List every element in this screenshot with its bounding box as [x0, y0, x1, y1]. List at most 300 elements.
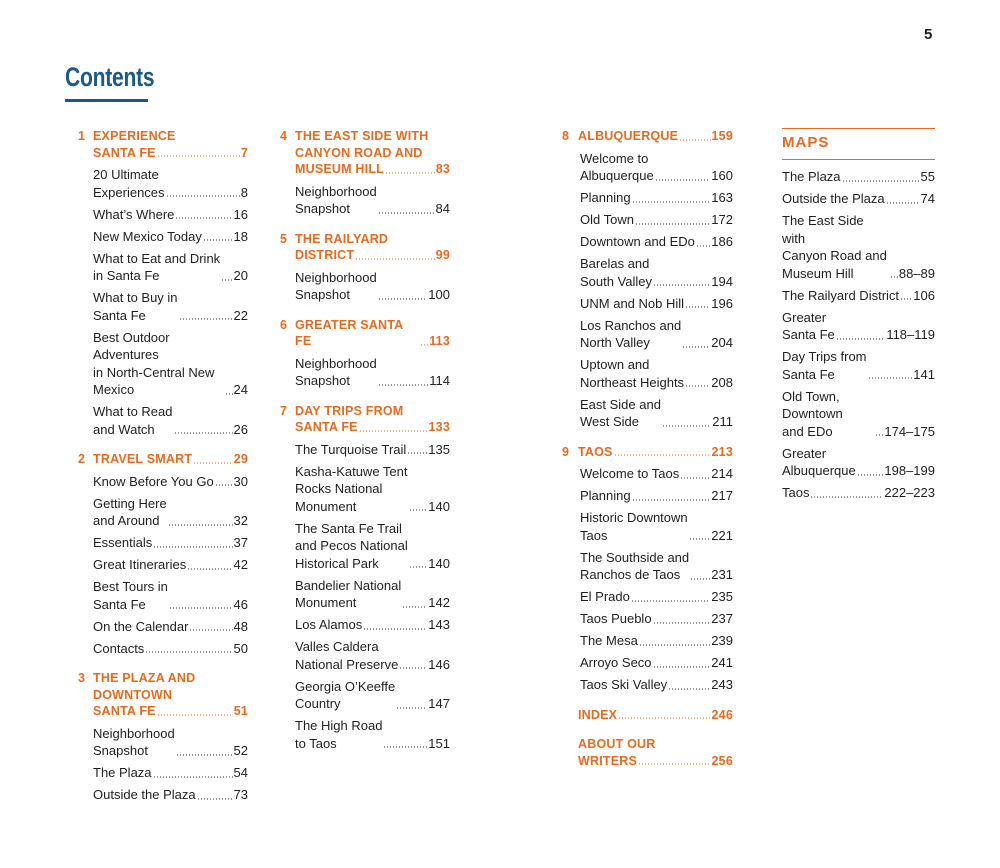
toc-entry[interactable] — [782, 445, 935, 480]
entry-title-line: Greater — [782, 309, 827, 325]
toc-entry[interactable] — [78, 473, 248, 491]
entry-page-number: 174–175 — [884, 423, 935, 439]
chapter-page-number: 51 — [233, 704, 248, 718]
entry-title-line: East Side and — [580, 396, 661, 412]
toc-section — [280, 128, 450, 218]
entry-title-line: Snapshot — [93, 743, 148, 758]
entry-title-line: Santa Fe — [93, 307, 146, 323]
entry-title-line: Georgia O’Keeffe — [295, 678, 396, 694]
entry-title-line: Bandelier National — [295, 577, 402, 593]
entry-title — [93, 473, 214, 491]
entry-page-number: 146 — [428, 656, 450, 672]
dot-leader — [396, 707, 427, 709]
dot-leader — [378, 384, 429, 386]
chapter-heading[interactable] — [280, 317, 450, 350]
toc-entry[interactable] — [782, 287, 935, 305]
entry-title-line: Day Trips from — [782, 349, 867, 364]
maps-list — [782, 168, 935, 502]
chapter-title — [578, 128, 733, 145]
entry-title — [782, 287, 899, 305]
dot-leader — [662, 425, 711, 427]
toc-column-2 — [280, 128, 450, 765]
entry-page-number: 106 — [913, 287, 935, 303]
entry-title — [93, 578, 168, 613]
entry-title-line: Arroyo Seco — [580, 655, 652, 670]
chapter-title-line: DAY TRIPS FROM — [295, 403, 404, 418]
entry-title-line: South Valley — [580, 273, 653, 289]
dot-leader — [157, 714, 233, 716]
entry-page-number: 140 — [428, 555, 450, 571]
entry-page-number: 221 — [711, 527, 733, 543]
toc-entry[interactable] — [782, 484, 935, 502]
dot-leader — [631, 600, 710, 602]
entry-title-line: Museum Hill — [782, 265, 854, 281]
dot-leader — [653, 666, 711, 668]
entry-title-line: Santa Fe — [782, 366, 835, 382]
entry-page-number: 208 — [711, 374, 733, 390]
entry-title-line: What’s Where — [93, 206, 175, 222]
entry-page-number: 42 — [233, 557, 248, 572]
entry-title — [782, 309, 835, 344]
entry-title-line: Ranchos de Taos — [580, 567, 681, 582]
dot-leader — [900, 298, 912, 300]
chapter-heading[interactable] — [280, 403, 450, 436]
toc-entry[interactable] — [78, 786, 248, 804]
entry-title — [580, 317, 681, 352]
toc-entry[interactable] — [78, 640, 248, 658]
dot-leader — [378, 298, 428, 300]
toc-entry[interactable] — [562, 211, 733, 229]
entry-page-number: 231 — [711, 567, 733, 582]
chapter-heading[interactable] — [562, 444, 733, 461]
entry-title-line: What to Eat and Drink — [93, 250, 221, 266]
chapter-title — [295, 403, 450, 436]
chapter-title-line: CANYON ROAD AND — [295, 145, 423, 160]
toc-entry[interactable] — [280, 638, 450, 673]
maps-heading: MAPS — [782, 134, 830, 151]
chapter-heading[interactable] — [78, 128, 248, 161]
entry-page-number: 37 — [233, 535, 248, 550]
toc-entry[interactable] — [562, 356, 733, 391]
dot-leader — [383, 746, 427, 748]
entry-title-line: Welcome to — [580, 150, 649, 166]
toc-entry[interactable] — [280, 269, 450, 304]
entry-title — [782, 388, 874, 441]
entry-title — [580, 632, 638, 650]
chapter-heading[interactable] — [578, 707, 733, 724]
entry-title-line: North Valley — [580, 335, 650, 350]
chapter-title-line: SANTA FE — [93, 145, 156, 160]
toc-entry[interactable] — [78, 618, 248, 636]
chapter-title-line: DISTRICT — [295, 248, 355, 262]
entry-title — [93, 166, 165, 201]
entry-title-line: Greater — [782, 445, 827, 461]
toc-entry[interactable] — [78, 228, 248, 246]
dot-leader — [203, 239, 233, 241]
toc-entry[interactable] — [562, 509, 733, 544]
dot-leader — [890, 276, 898, 278]
entry-page-number: 135 — [428, 441, 450, 457]
toc-section — [280, 403, 450, 753]
toc-entry[interactable] — [280, 678, 450, 713]
dot-leader — [685, 306, 710, 308]
toc-entry[interactable] — [280, 520, 450, 573]
entry-title-line: and Around — [93, 513, 160, 528]
chapter-title-last-line — [93, 145, 248, 162]
dot-leader — [145, 651, 232, 653]
dot-leader — [153, 776, 233, 778]
entry-title — [580, 211, 634, 229]
entry-title-line: Contacts — [93, 640, 145, 656]
toc-entry[interactable] — [78, 250, 248, 285]
dot-leader — [169, 607, 233, 609]
chapter-number: 9 — [562, 444, 570, 459]
entry-title-line: National Preserve — [295, 656, 399, 672]
entry-title-line: Taos — [580, 527, 608, 543]
dot-leader — [638, 763, 710, 765]
entry-title — [580, 654, 652, 672]
maps-rule-top — [782, 128, 935, 129]
entry-title-line: Taos — [782, 485, 810, 500]
entry-title — [93, 250, 220, 285]
toc-entry[interactable] — [562, 317, 733, 352]
chapter-title-line: EXPERIENCE — [93, 129, 176, 143]
chapter-title-last-line — [93, 703, 248, 720]
toc-entry[interactable] — [562, 189, 733, 207]
toc-entry[interactable] — [280, 577, 450, 612]
chapter-title-last-line — [93, 451, 248, 468]
entry-page-number: 204 — [711, 335, 733, 350]
entry-page-number: 26 — [233, 421, 248, 437]
toc-entry[interactable] — [782, 212, 935, 282]
toc-section — [78, 670, 248, 804]
entry-page-number: 73 — [233, 787, 248, 802]
maps-column — [782, 128, 935, 506]
dot-leader — [653, 284, 710, 286]
entry-title-line: Valles Caldera — [295, 639, 379, 654]
dot-leader — [875, 434, 883, 436]
entry-page-number: 239 — [711, 633, 733, 648]
entry-page-number: 243 — [711, 677, 733, 692]
entry-title-line: Outside the Plaza — [782, 191, 885, 206]
dot-leader — [682, 346, 710, 348]
entry-title — [782, 212, 889, 282]
entry-title-line: Downtown and EDo — [580, 234, 695, 249]
entry-title — [580, 465, 679, 483]
toc-section — [280, 231, 450, 304]
entry-title-line: Taos Pueblo — [580, 611, 652, 626]
entry-title-line: The Plaza — [782, 169, 841, 184]
dot-leader — [153, 546, 232, 548]
entry-title-line: The East Side with — [782, 213, 864, 246]
chapter-title — [578, 736, 733, 769]
entry-page-number: 48 — [233, 618, 248, 634]
toc-entry[interactable] — [280, 616, 450, 634]
toc-entry[interactable] — [78, 534, 248, 552]
entry-title — [580, 549, 689, 584]
dot-leader — [668, 688, 710, 690]
toc-column-3 — [562, 128, 733, 782]
entry-title — [295, 520, 408, 573]
toc-entry[interactable] — [562, 549, 733, 584]
chapter-title-line: DOWNTOWN — [93, 687, 173, 702]
entry-title — [580, 396, 661, 431]
entry-title-line: to Taos — [295, 735, 337, 751]
entry-title — [93, 403, 173, 438]
entry-page-number: 8 — [240, 184, 248, 200]
toc-entry[interactable] — [562, 610, 733, 628]
toc-entry[interactable] — [562, 487, 733, 505]
toc-entry[interactable] — [562, 465, 733, 483]
entry-title-line: Best Tours in — [93, 579, 168, 594]
entry-title — [580, 255, 652, 290]
entry-page-number: 163 — [711, 190, 733, 205]
entry-title-line: The Plaza — [93, 765, 152, 780]
dot-leader — [614, 454, 711, 456]
entry-title — [295, 678, 395, 713]
entry-title — [782, 168, 841, 186]
toc-entry[interactable] — [78, 578, 248, 613]
toc-entry[interactable] — [78, 289, 248, 324]
entry-page-number: 235 — [711, 589, 733, 604]
chapter-heading[interactable] — [280, 128, 450, 178]
entry-title-line: West Side — [580, 414, 640, 429]
entry-page-number: 20 — [233, 268, 248, 283]
entry-title — [93, 495, 167, 530]
entry-page-number: 151 — [428, 735, 450, 751]
toc-column-1 — [78, 128, 248, 817]
toc-section — [78, 128, 248, 438]
toc-entry[interactable] — [280, 463, 450, 516]
entry-title-line: Albuquerque — [580, 168, 654, 183]
entry-page-number: 222–223 — [884, 485, 935, 500]
dot-leader — [842, 180, 920, 182]
entry-page-number: 237 — [711, 611, 733, 626]
dot-leader — [690, 578, 710, 580]
entry-title-line: Great Itineraries — [93, 557, 187, 572]
chapter-heading[interactable] — [578, 736, 733, 769]
toc-entry[interactable] — [562, 233, 733, 251]
toc-entry[interactable] — [562, 396, 733, 431]
entry-page-number: 18 — [233, 228, 248, 244]
toc-entry[interactable] — [782, 168, 935, 186]
toc-entry[interactable] — [280, 183, 450, 218]
toc-entry[interactable] — [78, 206, 248, 224]
chapter-heading[interactable] — [280, 231, 450, 264]
entry-page-number: 118–119 — [886, 327, 935, 342]
dot-leader — [166, 195, 240, 197]
chapter-heading[interactable] — [78, 451, 248, 468]
entry-page-number: 74 — [920, 191, 935, 206]
toc-entry[interactable] — [78, 495, 248, 530]
entry-title — [782, 348, 867, 383]
toc-entry[interactable] — [280, 441, 450, 459]
entry-title-line: Barelas and — [580, 256, 650, 271]
entry-title — [580, 588, 630, 606]
chapter-number: 4 — [280, 129, 288, 143]
chapter-title — [295, 317, 450, 350]
toc-entry[interactable] — [78, 725, 248, 760]
entry-title-line: Snapshot — [295, 373, 350, 388]
entry-title-line: The Southside and — [580, 549, 690, 565]
chapter-title-last-line — [295, 247, 450, 264]
dot-leader — [363, 628, 427, 630]
dot-leader — [157, 155, 240, 157]
chapter-page-number: 159 — [711, 129, 733, 143]
entry-title-line: 20 Ultimate — [93, 167, 159, 182]
entry-title-line: Uptown and — [580, 357, 650, 372]
entry-title — [580, 487, 631, 505]
entry-title — [93, 640, 144, 658]
chapter-page-number: 133 — [428, 420, 450, 434]
entry-title-line: On the Calendar — [93, 618, 189, 634]
entry-page-number: 143 — [428, 617, 450, 632]
entry-page-number: 186 — [711, 234, 733, 249]
entry-title-line: Monument — [295, 595, 357, 610]
dot-leader — [680, 477, 710, 479]
entry-title-line: What to Read — [93, 404, 173, 419]
entry-page-number: 147 — [428, 696, 450, 711]
toc-section — [562, 128, 733, 431]
toc-entry[interactable] — [78, 556, 248, 574]
toc-entry[interactable] — [78, 764, 248, 782]
chapter-title — [295, 128, 450, 178]
entry-title — [580, 295, 684, 313]
page-title: Contents — [65, 62, 155, 92]
entry-title-line: Canyon Road and — [782, 248, 887, 263]
entry-title-line: The Turquoise Trail — [295, 441, 407, 457]
dot-leader — [836, 338, 886, 340]
entry-page-number: 88–89 — [898, 265, 935, 281]
entry-page-number: 194 — [711, 273, 733, 289]
page-number: 5 — [924, 26, 933, 43]
toc-entry[interactable] — [280, 717, 450, 752]
chapter-title-line: TRAVEL SMART — [93, 452, 193, 466]
dot-leader — [193, 462, 233, 464]
chapter-title-line: ALBUQUERQUE — [578, 129, 679, 143]
entry-title — [580, 150, 654, 185]
dot-leader — [639, 644, 710, 646]
entry-title — [295, 183, 377, 218]
chapter-page-number: 7 — [240, 145, 248, 160]
entry-title-line: Snapshot — [295, 287, 350, 302]
entry-page-number: 24 — [233, 382, 248, 397]
chapter-heading[interactable] — [562, 128, 733, 145]
toc-entry[interactable] — [562, 588, 733, 606]
chapter-title-line: THE EAST SIDE WITH — [295, 129, 429, 143]
toc-entry[interactable] — [280, 355, 450, 390]
entry-title-line: Old Town, Downtown — [782, 388, 843, 421]
chapter-title — [93, 670, 248, 720]
entry-title — [93, 228, 202, 246]
toc-entry[interactable] — [78, 166, 248, 201]
toc-entry[interactable] — [562, 295, 733, 313]
chapter-title-line: ABOUT OUR — [578, 737, 656, 751]
toc-entry[interactable] — [562, 654, 733, 672]
chapter-number: 2 — [78, 452, 86, 466]
entry-title — [93, 289, 178, 324]
chapter-page-number: 29 — [233, 452, 248, 466]
entry-page-number: 52 — [233, 743, 248, 758]
chapter-number: 6 — [280, 317, 288, 332]
dot-leader — [857, 474, 884, 476]
entry-title-line: in North-Central New — [93, 364, 215, 380]
toc-section — [562, 707, 733, 724]
chapter-page-number: 83 — [435, 162, 450, 176]
dot-leader — [696, 245, 710, 247]
entry-title — [580, 356, 684, 391]
dot-leader — [409, 566, 428, 568]
entry-title-line: Kasha-Katuwe Tent — [295, 463, 408, 479]
entry-title-line: Los Ranchos and — [580, 317, 682, 333]
entry-title-line: Planning — [580, 488, 631, 503]
toc-entry[interactable] — [562, 255, 733, 290]
entry-page-number: 160 — [711, 168, 733, 183]
chapter-title-last-line — [578, 753, 733, 770]
dot-leader — [618, 717, 710, 719]
dot-leader — [378, 212, 435, 214]
chapter-title-line: THE RAILYARD — [295, 231, 389, 246]
dot-leader — [886, 202, 920, 204]
entry-page-number: 196 — [711, 295, 733, 311]
entry-page-number: 172 — [711, 212, 733, 227]
entry-title — [93, 329, 224, 399]
chapter-title — [295, 231, 450, 264]
entry-title-line: Country — [295, 696, 341, 711]
entry-title — [295, 616, 362, 634]
chapter-title-last-line — [578, 707, 733, 724]
entry-title-line: Taos Ski Valley — [580, 677, 668, 692]
entry-page-number: 54 — [233, 765, 248, 780]
toc-entry[interactable] — [782, 190, 935, 208]
chapter-page-number: 213 — [711, 444, 733, 459]
entry-title — [295, 463, 408, 516]
entry-title — [580, 676, 667, 694]
chapter-page-number: 113 — [429, 334, 450, 348]
entry-page-number: 214 — [711, 466, 733, 481]
toc-section — [280, 317, 450, 390]
toc-section — [78, 451, 248, 657]
toc-entry[interactable] — [562, 632, 733, 650]
entry-title — [295, 577, 401, 612]
entry-page-number: 46 — [233, 596, 248, 612]
dot-leader — [197, 798, 233, 800]
toc-entry[interactable] — [782, 309, 935, 344]
entry-title-line: Northeast Heights — [580, 374, 685, 390]
dot-leader — [399, 667, 427, 669]
chapter-number: 5 — [280, 231, 288, 246]
chapter-heading[interactable] — [78, 670, 248, 720]
entry-title — [295, 269, 377, 304]
toc-entry[interactable] — [562, 676, 733, 694]
entry-page-number: 141 — [913, 366, 935, 382]
dot-leader — [176, 754, 233, 756]
entry-title-line: Neighborhood — [93, 725, 175, 741]
chapter-title-line: GREATER SANTA FE — [295, 317, 403, 348]
toc-entry[interactable] — [562, 150, 733, 185]
chapter-number: 8 — [562, 129, 570, 143]
toc-entry[interactable] — [782, 388, 935, 441]
dot-leader — [420, 344, 428, 346]
entry-title-line: and Pecos National — [295, 538, 408, 553]
toc-entry[interactable] — [78, 403, 248, 438]
dot-leader — [359, 430, 428, 432]
toc-entry[interactable] — [78, 329, 248, 399]
entry-title-line: The Mesa — [580, 633, 638, 648]
entry-title-line: Neighborhood — [295, 183, 377, 199]
entry-title-line: El Prado — [580, 589, 630, 604]
toc-entry[interactable] — [782, 348, 935, 383]
